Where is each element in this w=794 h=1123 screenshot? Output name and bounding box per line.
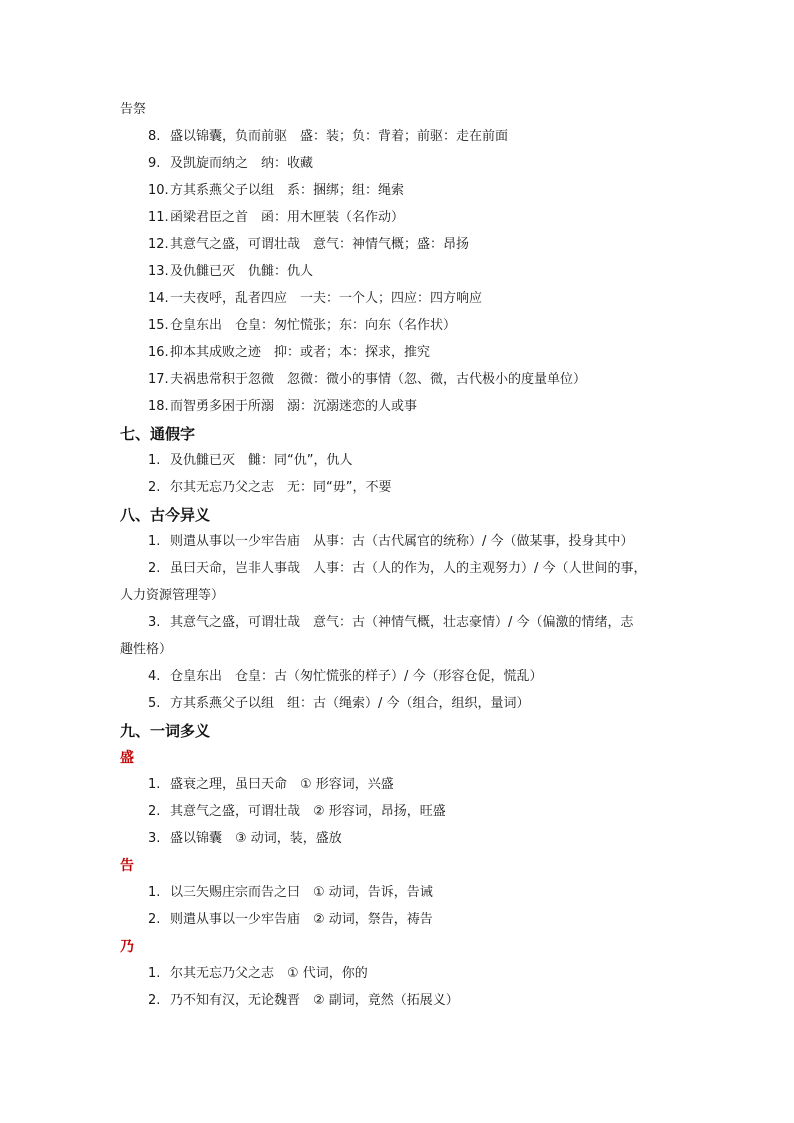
note-item-15: 15.仓皇东出 仓皇：匆忙慌张；东：向东（名作状）: [148, 318, 457, 333]
nai-item-1: 1. 尔其无忘乃父之志 ① 代词，你的: [148, 966, 368, 981]
note-item-16: 16.抑本其成败之迹 抑：或者；本：探求，推究: [148, 345, 431, 360]
gujin-item-2-continued: 人力资源管理等）: [120, 588, 225, 603]
section-heading-yiciduoyi: 九、一词多义: [120, 722, 211, 740]
note-item-12: 12.其意气之盛，可谓壮哉 意气：神情气概；盛：昂扬: [148, 237, 470, 252]
gujin-item-3: 3. 其意气之盛，可谓壮哉 意气：古（神情气概，壮志豪情）/ 今（偏激的情绪，志: [148, 615, 634, 630]
gujin-item-3-continued: 趣性格）: [120, 642, 173, 657]
note-item-9: 9. 及凯旋而纳之 纳：收藏: [148, 156, 314, 171]
note-item-17: 17.夫祸患常积于忽微 忽微：微小的事情（忽、微，古代极小的度量单位）: [148, 372, 587, 387]
nai-item-2: 2. 乃不知有汉，无论魏晋 ② 副词，竟然（拓展义）: [148, 993, 459, 1008]
sheng-item-1: 1. 盛衰之理，虽曰天命 ① 形容词，兴盛: [148, 777, 394, 792]
note-item-14: 14.一夫夜呼，乱者四应 一夫：一个人；四应：四方响应: [148, 291, 483, 306]
gao-item-2: 2. 则遣从事以一少牢告庙 ② 动词，祭告，祷告: [148, 912, 433, 927]
note-item-8: 8. 盛以锦囊，负而前驱 盛：装；负：背着；前驱：走在前面: [148, 129, 509, 144]
gujin-item-1: 1. 则遣从事以一少牢告庙 从事：古（古代属官的统称）/ 今（做某事，投身其中）: [148, 534, 634, 549]
polysemy-word-nai: 乃: [120, 939, 134, 955]
note-item-13: 13.及仇雠已灭 仇雠：仇人: [148, 264, 314, 279]
section-heading-gujinyiyi: 八、古今异义: [120, 506, 211, 524]
note-item-11: 11.函梁君臣之首 函：用木匣装（名作动）: [148, 210, 405, 225]
intro-text: 告祭: [120, 102, 147, 117]
sheng-item-3: 3. 盛以锦囊 ③ 动词，装，盛放: [148, 831, 342, 846]
section-heading-tongjiazi: 七、通假字: [120, 425, 196, 443]
note-item-18: 18.而智勇多困于所溺 溺：沉溺迷恋的人或事: [148, 399, 418, 414]
note-item-10: 10.方其系燕父子以组 系：捆绑；组：绳索: [148, 183, 405, 198]
gujin-item-2: 2. 虽曰天命，岂非人事哉 人事：古（人的作为，人的主观努力）/ 今（人世间的事，: [148, 561, 647, 576]
gujin-item-5: 5. 方其系燕父子以组 组：古（绳索）/ 今（组合，组织，量词）: [148, 696, 530, 711]
gao-item-1: 1. 以三矢赐庄宗而告之曰 ① 动词，告诉，告诫: [148, 885, 433, 900]
sheng-item-2: 2. 其意气之盛，可谓壮哉 ② 形容词，昂扬，旺盛: [148, 804, 446, 819]
tongjiazi-item-1: 1. 及仇雠已灭 雠：同“仇”，仇人: [148, 453, 353, 468]
tongjiazi-item-2: 2. 尔其无忘乃父之志 无：同“毋”，不要: [148, 480, 392, 495]
polysemy-word-gao: 告: [120, 858, 134, 874]
polysemy-word-sheng: 盛: [120, 750, 134, 766]
gujin-item-4: 4. 仓皇东出 仓皇：古（匆忙慌张的样子）/ 今（形容仓促，慌乱）: [148, 669, 543, 684]
